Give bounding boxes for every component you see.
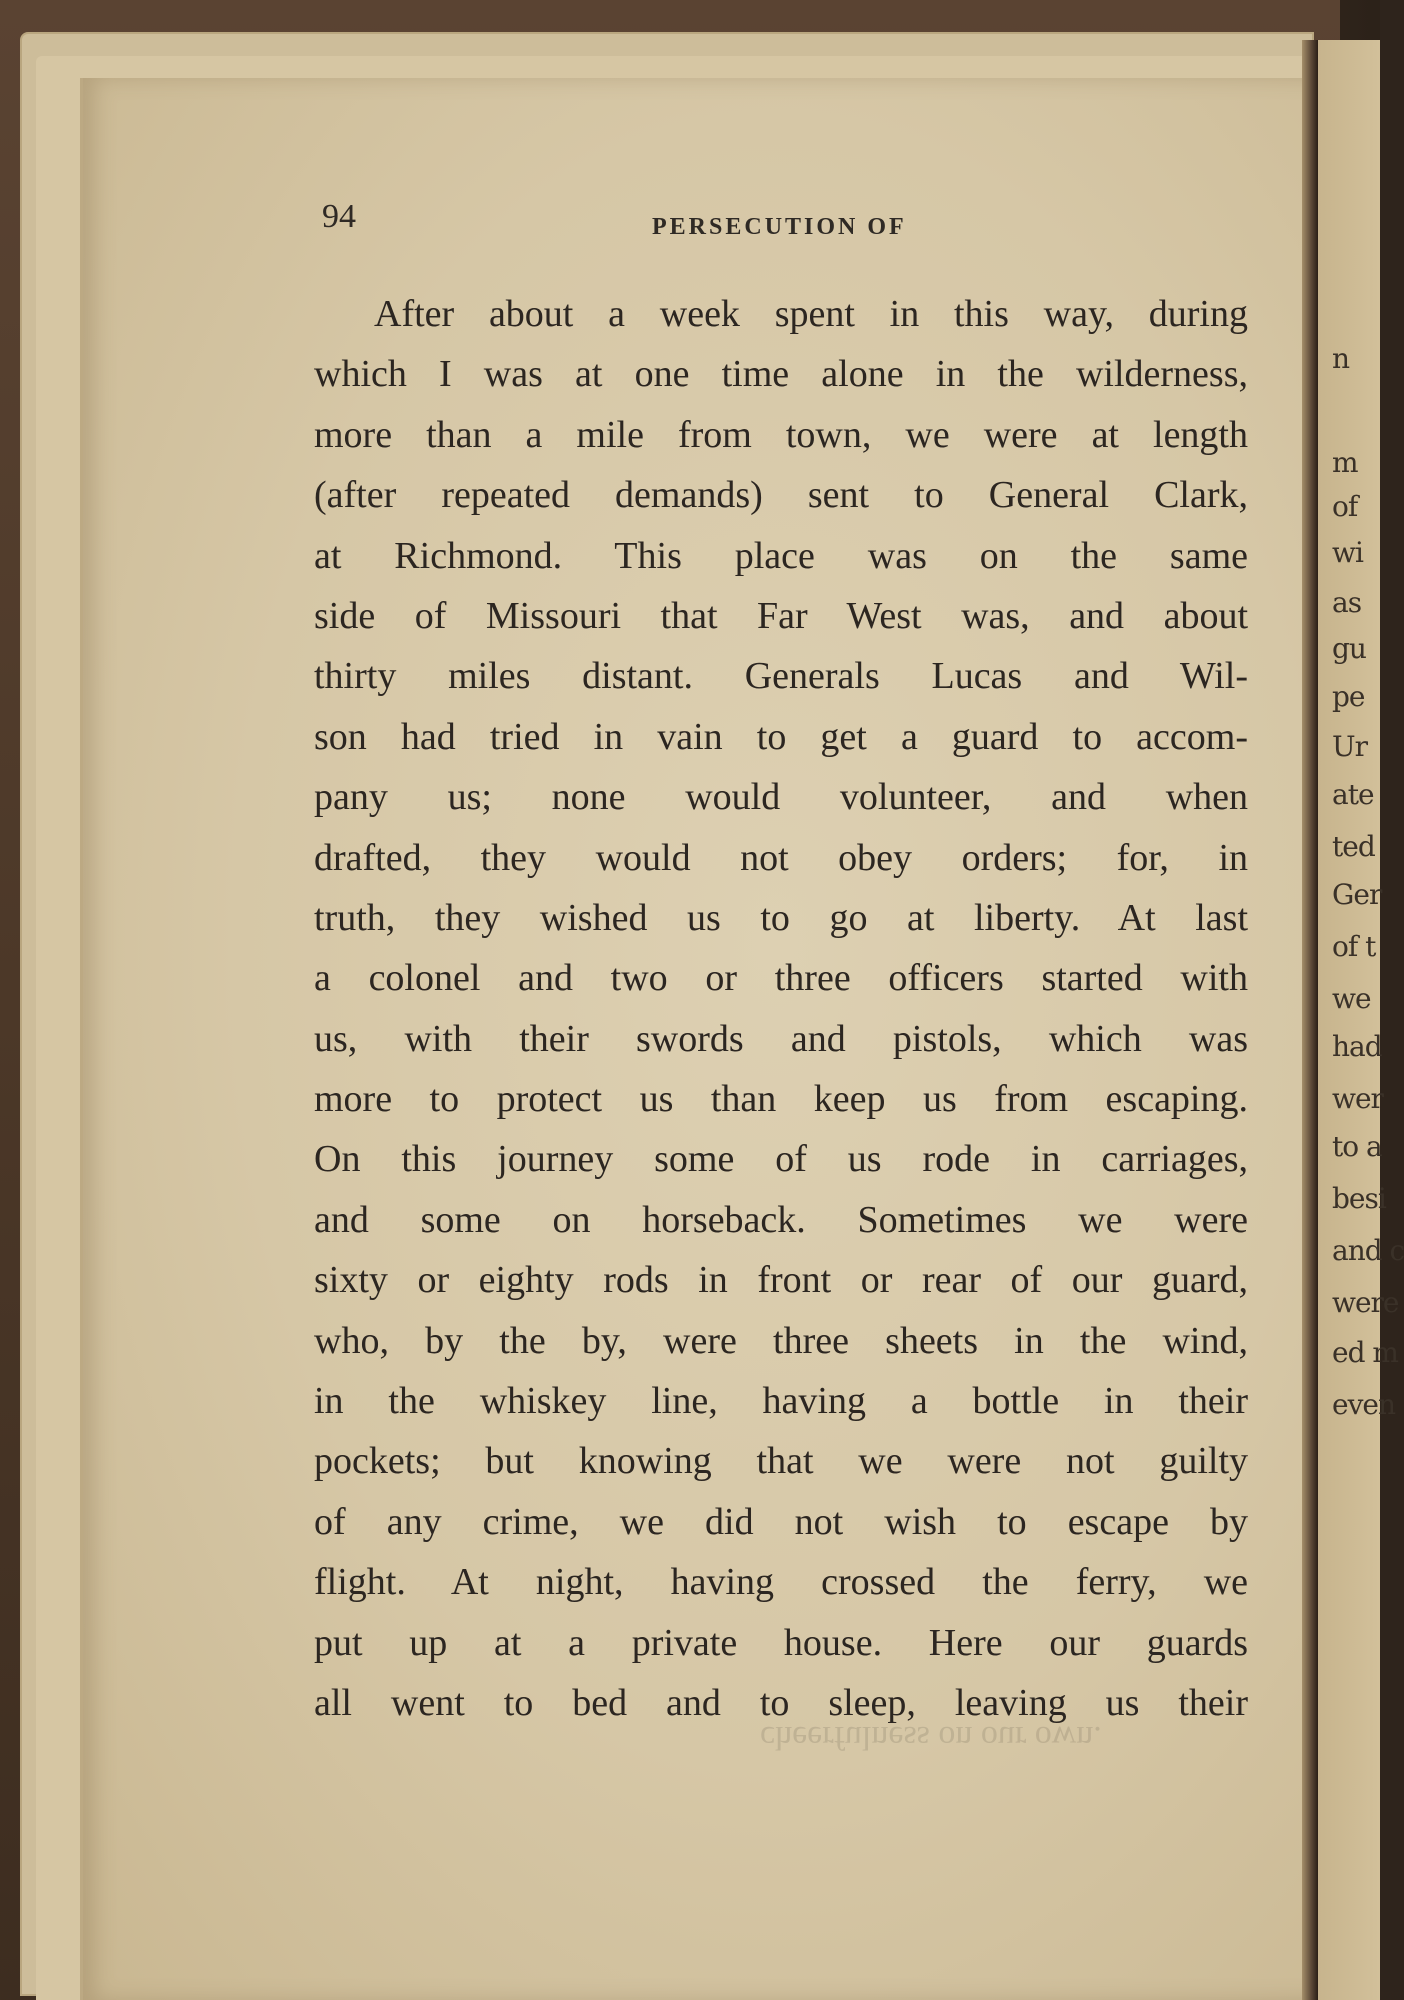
text-line: of any crime, we did not wish to escape by [314, 1500, 1248, 1543]
facing-page-fragment: pe [1332, 680, 1365, 713]
page-number: 94 [322, 198, 356, 235]
facing-page-fragment: and c [1332, 1234, 1404, 1267]
text-line: son had tried in vain to get a guard to accom- [314, 715, 1248, 758]
text-line: us, with their swords and pistols, which was [314, 1017, 1248, 1060]
text-line: flight. At night, having crossed the ferry, we [314, 1561, 1248, 1604]
text-line: On this journey some of us rode in carriages, [314, 1138, 1248, 1181]
text-line: truth, they wished us to go at liberty. At last [314, 896, 1248, 939]
facing-page-fragment: gu [1332, 632, 1366, 665]
text-line: all went to bed and to sleep, leaving us their [314, 1681, 1248, 1724]
facing-page-fragment: besi [1332, 1182, 1386, 1215]
facing-page-fragment: ted [1332, 830, 1375, 863]
facing-page-fragment: as [1332, 586, 1362, 619]
text-line: more to protect us than keep us from escaping. [314, 1078, 1248, 1121]
body-text [314, 284, 1248, 1733]
text-line: side of Missouri that Far West was, and about [314, 594, 1248, 637]
text-line: thirty miles distant. Generals Lucas and Wil- [314, 655, 1248, 698]
book-gutter [1302, 40, 1318, 2000]
facing-page-edge [1318, 40, 1404, 2000]
running-title: PERSECUTION OF [652, 214, 907, 240]
text-line: in the whiskey line, having a bottle in their [314, 1380, 1248, 1423]
text-line: put up at a private house. Here our guards [314, 1621, 1248, 1664]
facing-page-fragment: had [1332, 1030, 1382, 1063]
text-line: a colonel and two or three officers started with [314, 957, 1248, 1000]
text-line: After about a week spent in this way, during [374, 293, 1248, 335]
text-line: who, by the by, were three sheets in the wind, [314, 1319, 1248, 1362]
facing-page-fragment: ed m [1332, 1336, 1398, 1369]
facing-page-fragment: m [1332, 446, 1358, 479]
text-line: at Richmond. This place was on the same [314, 534, 1248, 577]
facing-page-fragment: were [1332, 1286, 1399, 1319]
facing-page-fragment: n [1332, 342, 1350, 375]
text-line: pockets; but knowing that we were not guilty [314, 1440, 1248, 1483]
text-line: more than a mile from town, we were at length [314, 413, 1248, 456]
facing-page-fragment: of t [1332, 930, 1376, 963]
facing-page-fragment: to a [1332, 1130, 1382, 1163]
facing-page-fragment: we [1332, 982, 1371, 1015]
text-line: drafted, they would not obey orders; for, in [314, 836, 1248, 879]
facing-page-fragment: Ger [1332, 878, 1382, 911]
text-line: and some on horseback. Sometimes we were [314, 1198, 1248, 1241]
facing-page-fragment: of [1332, 490, 1358, 523]
facing-page-fragment: wi [1332, 536, 1363, 569]
facing-page-fragment: even [1332, 1388, 1395, 1421]
text-line: pany us; none would volunteer, and when [314, 776, 1248, 819]
text-line: which I was at one time alone in the wilderness, [314, 353, 1248, 396]
facing-page-fragment: wer [1332, 1082, 1383, 1115]
facing-page-fragment: Ur [1332, 730, 1367, 763]
facing-page-fragment: ate [1332, 778, 1374, 811]
show-through-text: cheerfulness on our own. [760, 1719, 1102, 1756]
text-line: (after repeated demands) sent to General Clark, [314, 474, 1248, 517]
text-line: sixty or eighty rods in front or rear of our guard, [314, 1259, 1248, 1302]
